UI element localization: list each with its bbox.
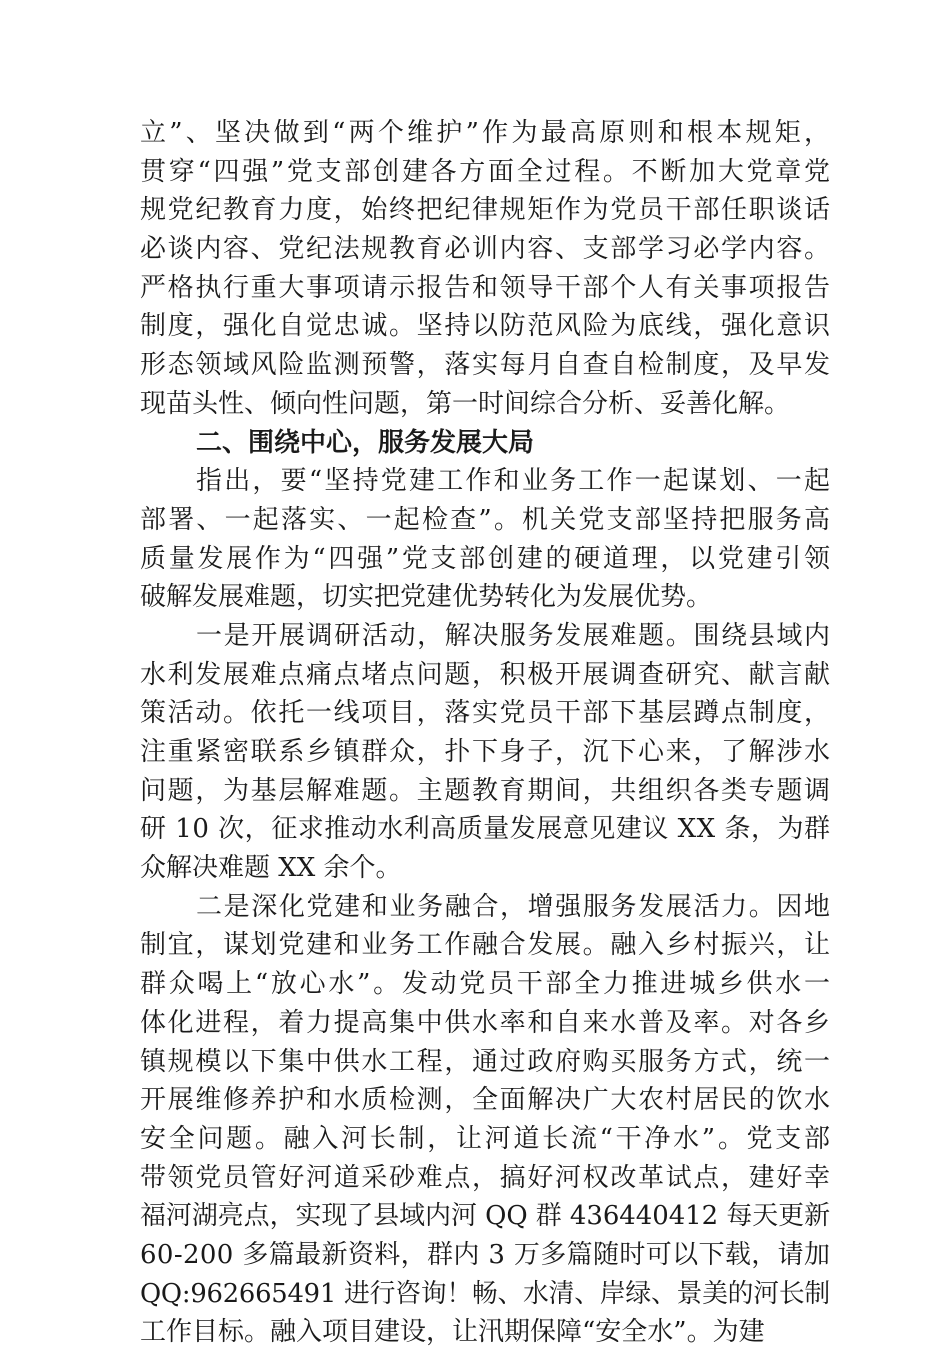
text-line: 研 10 次，征求推动水利高质量发展意见建议 XX 条，为群 <box>140 814 831 845</box>
text-line: 群众喝上“放心水”。发动党员干部全力推进城乡供水一 <box>140 969 833 1000</box>
text-line: 福河湖亮点，实现了县域内河 QQ 群 436440412 每天更新 <box>140 1201 830 1232</box>
text-line: 工作目标。融入项目建设，让汛期保障“安全水”。为建 <box>140 1317 765 1348</box>
text-line: 镇规模以下集中供水工程，通过政府购买服务方式，统一 <box>140 1046 832 1077</box>
text-line: 众解决难题 XX 余个。 <box>140 853 402 884</box>
text-line: 规党纪教育力度，始终把纪律规矩作为党员干部任职谈话 <box>140 195 832 226</box>
text-line: 质量发展作为“四强”党支部创建的硬道理，以党建引领 <box>140 543 833 574</box>
text-line: 安全问题。融入河长制，让河道长流“干净水”。党支部 <box>140 1123 833 1154</box>
text-line: 立”、坚决做到“两个维护”作为最高原则和根本规矩， <box>140 118 834 148</box>
text-line: 注重紧密联系乡镇群众，扑下身子，沉下心来，了解涉水 <box>140 737 832 767</box>
text-line: 制宜，谋划党建和业务工作融合发展。融入乡村振兴，让 <box>140 930 832 961</box>
text-line: 必谈内容、党纪法规教育必训内容、支部学习必学内容。 <box>140 234 832 265</box>
text-line: 开展维修养护和水质检测，全面解决广大农村居民的饮水 <box>140 1085 832 1116</box>
text-line: 部署、一起落实、一起检查”。机关党支部坚持把服务高 <box>140 504 833 535</box>
text-line: 体化进程，着力提高集中供水率和自来水普及率。对各乡 <box>140 1007 832 1038</box>
text-line: 60-200 多篇最新资料，群内 3 万多篇随时可以下载，请加 <box>140 1239 831 1270</box>
paragraph-first-line: 指出，要“坚持党建工作和业务工作一起谋划、一起 <box>196 466 833 497</box>
text-line: 贯穿“四强”党支部创建各方面全过程。不断加大党章党 <box>140 156 833 187</box>
text-line: 问题，为基层解难题。主题教育期间，共组织各类专题调 <box>140 775 832 806</box>
text-line: 带领党员管好河道采砂难点，搞好河权改革试点，建好幸 <box>140 1162 832 1193</box>
text-line: 水利发展难点痛点堵点问题，积极开展调查研究、献言献 <box>140 659 832 690</box>
section-heading: 二、围绕中心，服务发展大局 <box>196 427 535 458</box>
text-line: 形态领域风险监测预警，落实每月自查自检制度，及早发 <box>140 350 832 381</box>
text-line: 策活动。依托一线项目，落实党员干部下基层蹲点制度， <box>140 698 832 729</box>
paragraph-first-line: 一是开展调研活动，解决服务发展难题。围绕县域内 <box>196 620 832 651</box>
text-line: 制度，强化自觉忠诚。坚持以防范风险为底线，强化意识 <box>140 311 832 342</box>
text-line: 破解发展难题，切实把党建优势转化为发展优势。 <box>140 582 713 613</box>
text-line: 现苗头性、倾向性问题，第一时间综合分析、妥善化解。 <box>140 388 791 419</box>
text-line: QQ:962665491 进行咨询！畅、水清、岸绿、景美的河长制 <box>140 1278 830 1309</box>
paragraph-first-line: 二是深化党建和业务融合，增强服务发展活力。因地 <box>196 891 832 922</box>
document-page <box>140 114 834 1352</box>
text-line: 严格执行重大事项请示报告和领导干部个人有关事项报告 <box>140 272 832 303</box>
